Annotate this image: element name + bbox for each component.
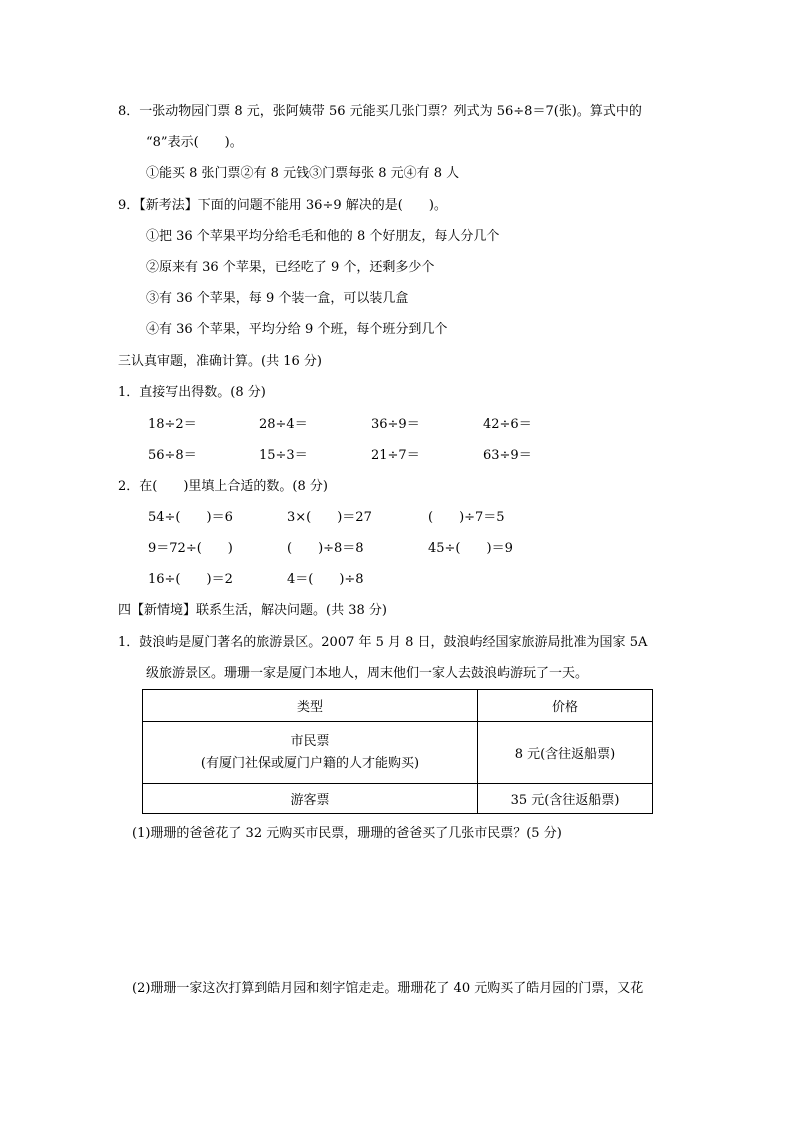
calc-item: 28÷4＝	[259, 417, 308, 432]
q8-options: ①能买 8 张门票②有 8 元钱③门票每张 8 元④有 8 人	[146, 166, 460, 181]
header-price: 价格	[477, 690, 652, 722]
fill-item: 3×( )＝27	[287, 510, 372, 525]
fill-item: 45÷( )＝9	[428, 541, 513, 556]
s4-q1-sub-1: (1)珊珊的爸爸花了 32 元购买市民票，珊珊的爸爸买了几张市民票？(5 分)	[132, 826, 562, 841]
calc-item: 63÷9＝	[483, 448, 532, 463]
calc-item: 21÷7＝	[371, 448, 420, 463]
q9-option-1: ①把 36 个苹果平均分给毛毛和他的 8 个好朋友，每人分几个	[146, 229, 500, 244]
calc-item: 56÷8＝	[148, 448, 197, 463]
fill-item: 16÷( )＝2	[148, 572, 233, 587]
q8-line-1: 8．一张动物园门票 8 元，张阿姨带 56 元能买几张门票？列式为 56÷8＝7(张)。算式中的	[118, 104, 642, 119]
fill-item: 54÷( )＝6	[148, 510, 233, 525]
s4-q1-line-1: 1．鼓浪屿是厦门著名的旅游景区。2007 年 5 月 8 日，鼓浪屿经国家旅游局批准为国家 5A	[118, 635, 648, 650]
header-type: 类型	[143, 690, 478, 722]
q9-option-4: ④有 36 个苹果，平均分给 9 个班，每个班分到几个	[146, 322, 448, 337]
calc-item: 36÷9＝	[371, 417, 420, 432]
fill-item: ( )÷7＝5	[428, 510, 505, 525]
fill-item: 9＝72÷( )	[148, 541, 233, 556]
tourist-ticket-type: 游客票	[143, 784, 478, 814]
q9-stem: 9．【新考法】下面的问题不能用 36÷9 解决的是( )。	[118, 198, 447, 213]
section-3-title: 三认真审题，准确计算。(共 16 分)	[118, 354, 322, 369]
q8-line-2: “8”表示( )。	[146, 135, 243, 150]
resident-ticket-price: 8 元(含往返船票)	[477, 722, 652, 784]
s4-q1-sub-2: (2)珊珊一家这次打算到皓月园和刻字馆走走。珊珊花了 40 元购买了皓月园的门票，又花	[132, 981, 644, 996]
section-4-title: 四【新情境】联系生活，解决问题。(共 38 分)	[118, 603, 387, 618]
q9-option-3: ③有 36 个苹果，每 9 个装一盒，可以装几盒	[146, 291, 409, 306]
calc-item: 15÷3＝	[259, 448, 308, 463]
calc-item: 18÷2＝	[148, 417, 197, 432]
calc-item: 42÷6＝	[483, 417, 532, 432]
resident-ticket-cell	[143, 722, 478, 784]
s3-q2-stem: 2．在( )里填上合适的数。(8 分)	[118, 479, 328, 494]
table-row	[143, 722, 653, 784]
resident-ticket-note: (有厦门社保或厦门户籍的人才能购买)	[200, 755, 420, 771]
s3-q1-stem: 1．直接写出得数。(8 分)	[118, 385, 266, 400]
resident-ticket-type: 市民票	[290, 733, 330, 749]
q9-option-2: ②原来有 36 个苹果，已经吃了 9 个，还剩多少个	[146, 260, 435, 275]
table-row	[143, 784, 653, 814]
fill-item: 4＝( )÷8	[287, 572, 364, 587]
table-header-row	[143, 690, 653, 722]
ticket-price-table	[142, 689, 653, 814]
s4-q1-line-2: 级旅游景区。珊珊一家是厦门本地人，周末他们一家人去鼓浪屿游玩了一天。	[146, 666, 589, 681]
tourist-ticket-price: 35 元(含往返船票)	[477, 784, 652, 814]
fill-item: ( )÷8＝8	[287, 541, 364, 556]
